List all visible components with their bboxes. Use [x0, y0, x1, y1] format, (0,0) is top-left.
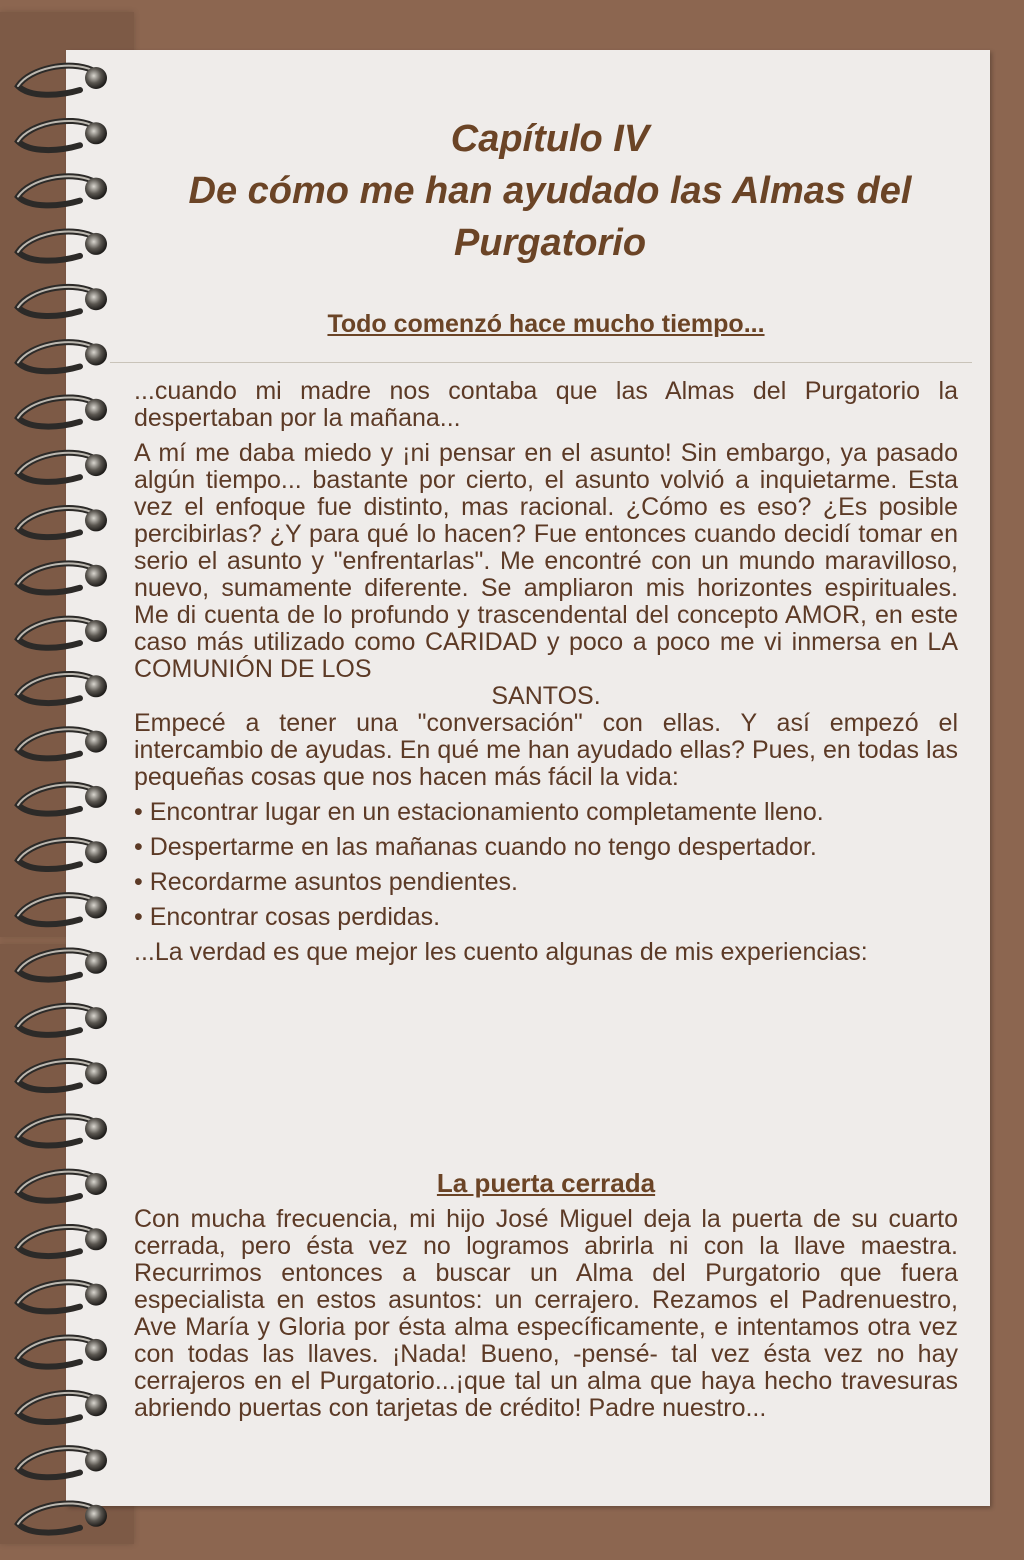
spiral-ring [18, 1006, 107, 1035]
divider [110, 362, 972, 363]
list-item: • Encontrar lugar en un estacionamiento completamente lleno. [134, 798, 824, 826]
chapter-title [150, 113, 950, 269]
list-item: • Recordarme asuntos pendientes. [134, 868, 518, 896]
paragraph-conversation: Empecé a tener una "conversación" con ellas. Y así empezó el intercambio de ayudas. En qué me han ayudado ellas? Pues, en todas las pequeñas cosas que nos hacen más fácil la vida: [134, 709, 958, 791]
spiral-ring [18, 66, 107, 95]
spiral-ring [18, 950, 107, 979]
spiral-ring [18, 1172, 107, 1201]
spiral-ring [18, 1282, 107, 1311]
spiral-ring [18, 453, 107, 482]
paragraph-experiences: ...La verdad es que mejor les cuento algunas de mis experiencias: [134, 938, 868, 966]
spiral-ring [18, 1061, 107, 1090]
section-text: Con mucha frecuencia, mi hijo José Miguel deja la puerta de su cuarto cerrada, pero ésta vez no logramos abrirla ni con la llave maestra. Recurrimos entonces a buscar un Alma del Purgatorio que fuera especialista en estos asuntos: un cerrajero. Rezamos el Padrenuestro, Ave María y Gloria por ésta alma específicamente, e intentamos otra vez con todas las llaves. ¡Nada! Bueno, -pensé- tal vez ésta vez no hay cerrajeros en el Purgatorio...¡que tal un alma que haya hecho travesuras abriendo puertas con tarjetas de crédito! Padre nuestro... [134, 1205, 958, 1422]
spiral-ring [18, 1393, 107, 1422]
spiral-ring [18, 1116, 107, 1145]
spiral-ring [18, 785, 107, 814]
spiral-ring [18, 1338, 107, 1367]
spiral-binding [0, 0, 120, 1560]
list-item: • Encontrar cosas perdidas. [134, 903, 441, 931]
spiral-ring [18, 563, 107, 592]
chapter-title-line2: De cómo me han ayudado las Almas del Purgatorio [188, 170, 912, 264]
spiral-ring [18, 895, 107, 924]
spiral-ring [18, 287, 107, 316]
spiral-ring [18, 840, 107, 869]
spiral-ring [18, 1503, 107, 1532]
chapter-title-line1: Capítulo IV [450, 118, 650, 160]
paragraph-story: A mí me daba miedo y ¡ni pensar en el asunto! Sin embargo, ya pasado algún tiempo... bastante por cierto, el asunto volvió a inquietarme. Esta vez el enfoque fue distinto, mas racional. ¿Cómo es eso? ¿Es posible percibirlas? ¿Y para qué lo hacen? Fue entonces cuando decidí tomar en serio el asunto y "enfrentarlas". Me encontré con un mundo maravilloso, nuevo, sumamente diferente. Se ampliaron mis horizontes espirituales. Me di cuenta de lo profundo y trascendental del concepto AMOR, en este caso más utilizado como CARIDAD y poco a poco me vi inmersa en LA COMUNIÓN DE LOS [134, 439, 958, 683]
paragraph-story-end: SANTOS. [491, 682, 601, 710]
spiral-ring [18, 176, 107, 205]
paragraph-intro: ...cuando mi madre nos contaba que las Almas del Purgatorio la despertaban por la mañana... [134, 377, 958, 432]
spiral-ring [18, 121, 107, 150]
chapter-subtitle: Todo comenzó hace mucho tiempo... [327, 310, 765, 338]
section-title: La puerta cerrada [436, 1168, 656, 1198]
spiral-ring [18, 397, 107, 426]
spiral-ring [18, 674, 107, 703]
body-text [134, 378, 958, 974]
spiral-ring [18, 508, 107, 537]
spiral-ring [18, 1227, 107, 1256]
spiral-ring [18, 619, 107, 648]
spiral-ring [18, 342, 107, 371]
spiral-ring [18, 729, 107, 758]
spiral-ring [18, 1448, 107, 1477]
spiral-ring [18, 232, 107, 261]
list-item: • Despertarme en las mañanas cuando no tengo despertador. [134, 833, 817, 861]
